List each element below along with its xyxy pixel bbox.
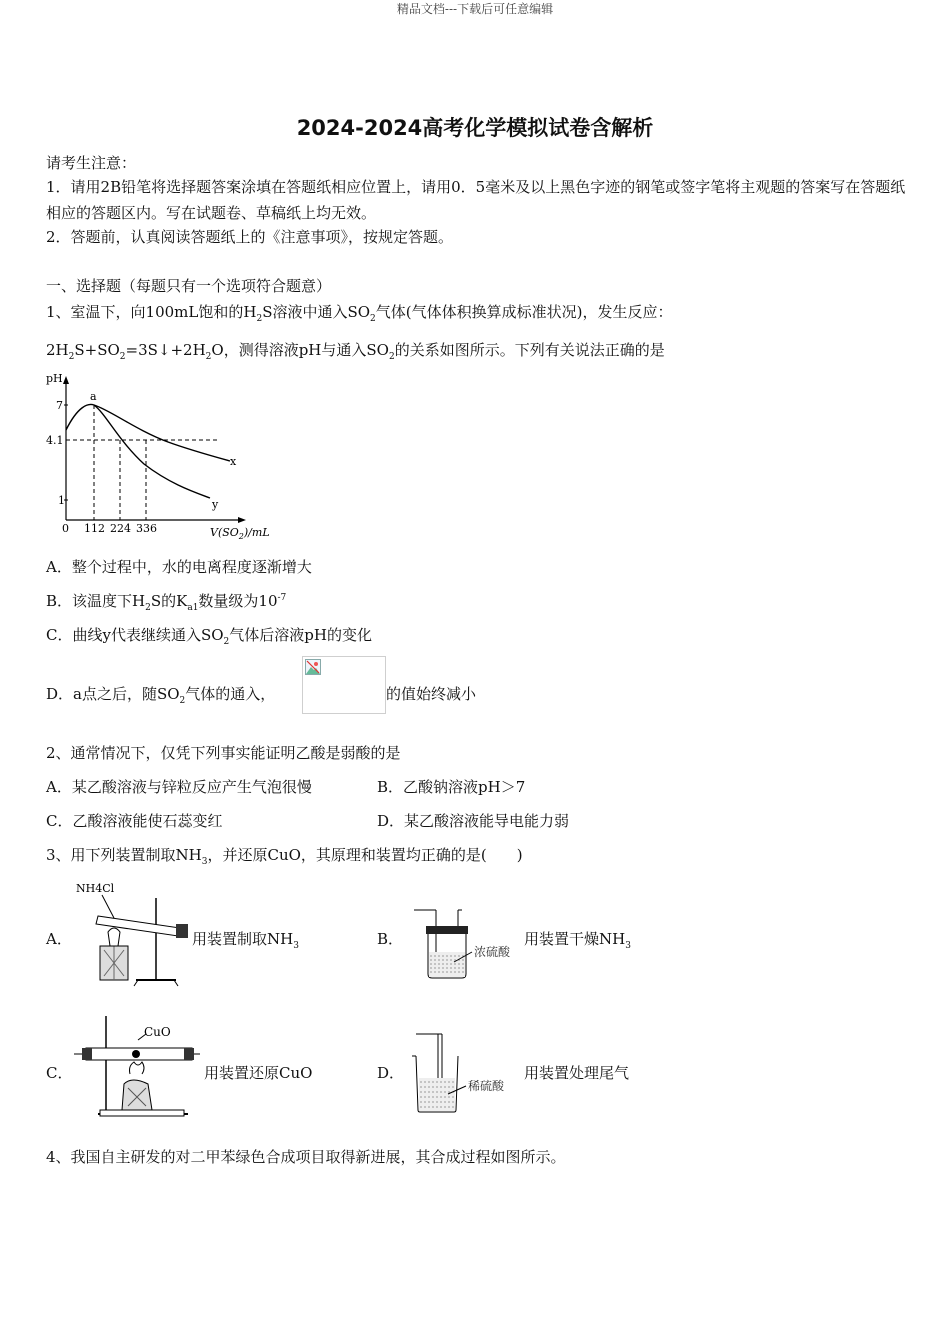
apparatus-c-figure — [72, 1014, 202, 1122]
graph-origin: 0 — [62, 522, 69, 535]
notice-item-1: 1．请用2B铅笔将选择题答案涂填在答题纸相应位置上，请用0．5毫米及以上黑色字迹的钢笔或签字笔将主观题的答案写在答题纸相应的答题区内。写在试题卷、草稿纸上均无效。 — [46, 178, 906, 222]
fig-d-label: 稀硫酸 — [468, 1079, 505, 1093]
q1-option-d-tail: 的值始终减小 — [386, 685, 477, 703]
notice-heading: 请考生注意： — [46, 154, 137, 172]
apparatus-a-figure — [72, 880, 192, 990]
graph-label-x: x — [230, 455, 237, 468]
page-title: 2024-2024高考化学模拟试卷含解析 — [296, 116, 654, 140]
fig-b-label: 浓硫酸 — [474, 945, 511, 959]
q3-stem: 3、用下列装置制取$NH_3$，并还原CuO，其原理和装置均正确的是( ) — [46, 846, 523, 867]
q1-option-c: C．曲线y代表继续通入$SO_2$气体后溶液pH的变化 — [46, 626, 372, 647]
graph-xtick-112: 112 — [84, 522, 105, 535]
q1-option-d: D．a点之后，随$SO_2$气体的通入， — [46, 685, 276, 706]
graph-y-arrow — [63, 376, 69, 384]
q2-option-d: D．某乙酸溶液能导电能力弱 — [377, 812, 570, 830]
graph-tick-1: 1 — [58, 494, 65, 507]
q2-option-c: C．乙酸溶液能使石蕊变红 — [46, 812, 223, 830]
q1-stem: 1、室温下，向100mL饱和的$H_2S$溶液中通入$SO_2$气体(气体体积换算成标准状况)，发生反应： — [46, 303, 673, 324]
graph-xtick-336: 336 — [136, 522, 157, 535]
graph-label-y: y — [212, 498, 219, 511]
curve-y — [94, 405, 210, 498]
q2-option-a: A．某乙酸溶液与锌粒反应产生气泡很慢 — [46, 778, 312, 796]
q1-option-b: B．该温度下$H_2S$的$K_{a1}$数量级为$10^{-7}$ — [46, 592, 287, 613]
ph-graph — [40, 368, 280, 544]
section-heading: 一、选择题（每题只有一个选项符合题意） — [46, 277, 332, 295]
graph-point-a: a — [90, 390, 97, 403]
q3-d-text: 用装置处理尾气 — [524, 1064, 630, 1082]
graph-tick-4.1: 4.1 — [46, 434, 64, 447]
broken-image — [302, 656, 386, 714]
q3-b-text: 用装置干燥$NH_3$ — [524, 930, 631, 951]
q3-c-text: 用装置还原CuO — [204, 1064, 313, 1082]
graph-xlabel: $V(SO_2)/mL$ — [210, 526, 270, 541]
q1-option-a: A．整个过程中，水的电离程度逐渐增大 — [46, 558, 312, 576]
q3-a-text: 用装置制取$NH_3$ — [192, 930, 299, 951]
q3-a-label: A． — [46, 930, 72, 948]
q2-stem: 2、通常情况下，仅凭下列事实能证明乙酸是弱酸的是 — [46, 744, 401, 762]
apparatus-b-figure — [406, 902, 524, 982]
q3-b-label: B． — [377, 930, 404, 948]
broken-image-icon — [305, 659, 321, 675]
graph-xtick-224: 224 — [110, 522, 131, 535]
apparatus-d-figure — [408, 1030, 522, 1116]
q3-c-label: C． — [46, 1064, 73, 1082]
q4-stem: 4、我国自主研发的对二甲苯绿色合成项目取得新进展，其合成过程如图所示。 — [46, 1148, 566, 1166]
q1-equation: $2H_2S+SO_2=3S↓+2H_2O$，测得溶液pH与通入$SO_2$的关系如图所示。下列有关说法正确的是 — [46, 341, 665, 362]
q3-d-label: D． — [377, 1064, 405, 1082]
graph-x-arrow — [238, 517, 246, 523]
fig-c-label: CuO — [144, 1025, 171, 1039]
q2-option-b: B．乙酸钠溶液pH＞7 — [377, 778, 526, 796]
graph-ylabel: pH — [46, 372, 63, 385]
graph-tick-7: 7 — [56, 399, 63, 412]
page-header: 精品文档---下载后可任意编辑 — [396, 2, 554, 16]
curve-x — [66, 404, 230, 461]
fig-a-label: NH4Cl — [76, 882, 115, 895]
notice-item-2: 2．答题前，认真阅读答题纸上的《注意事项》，按规定答题。 — [46, 228, 454, 246]
